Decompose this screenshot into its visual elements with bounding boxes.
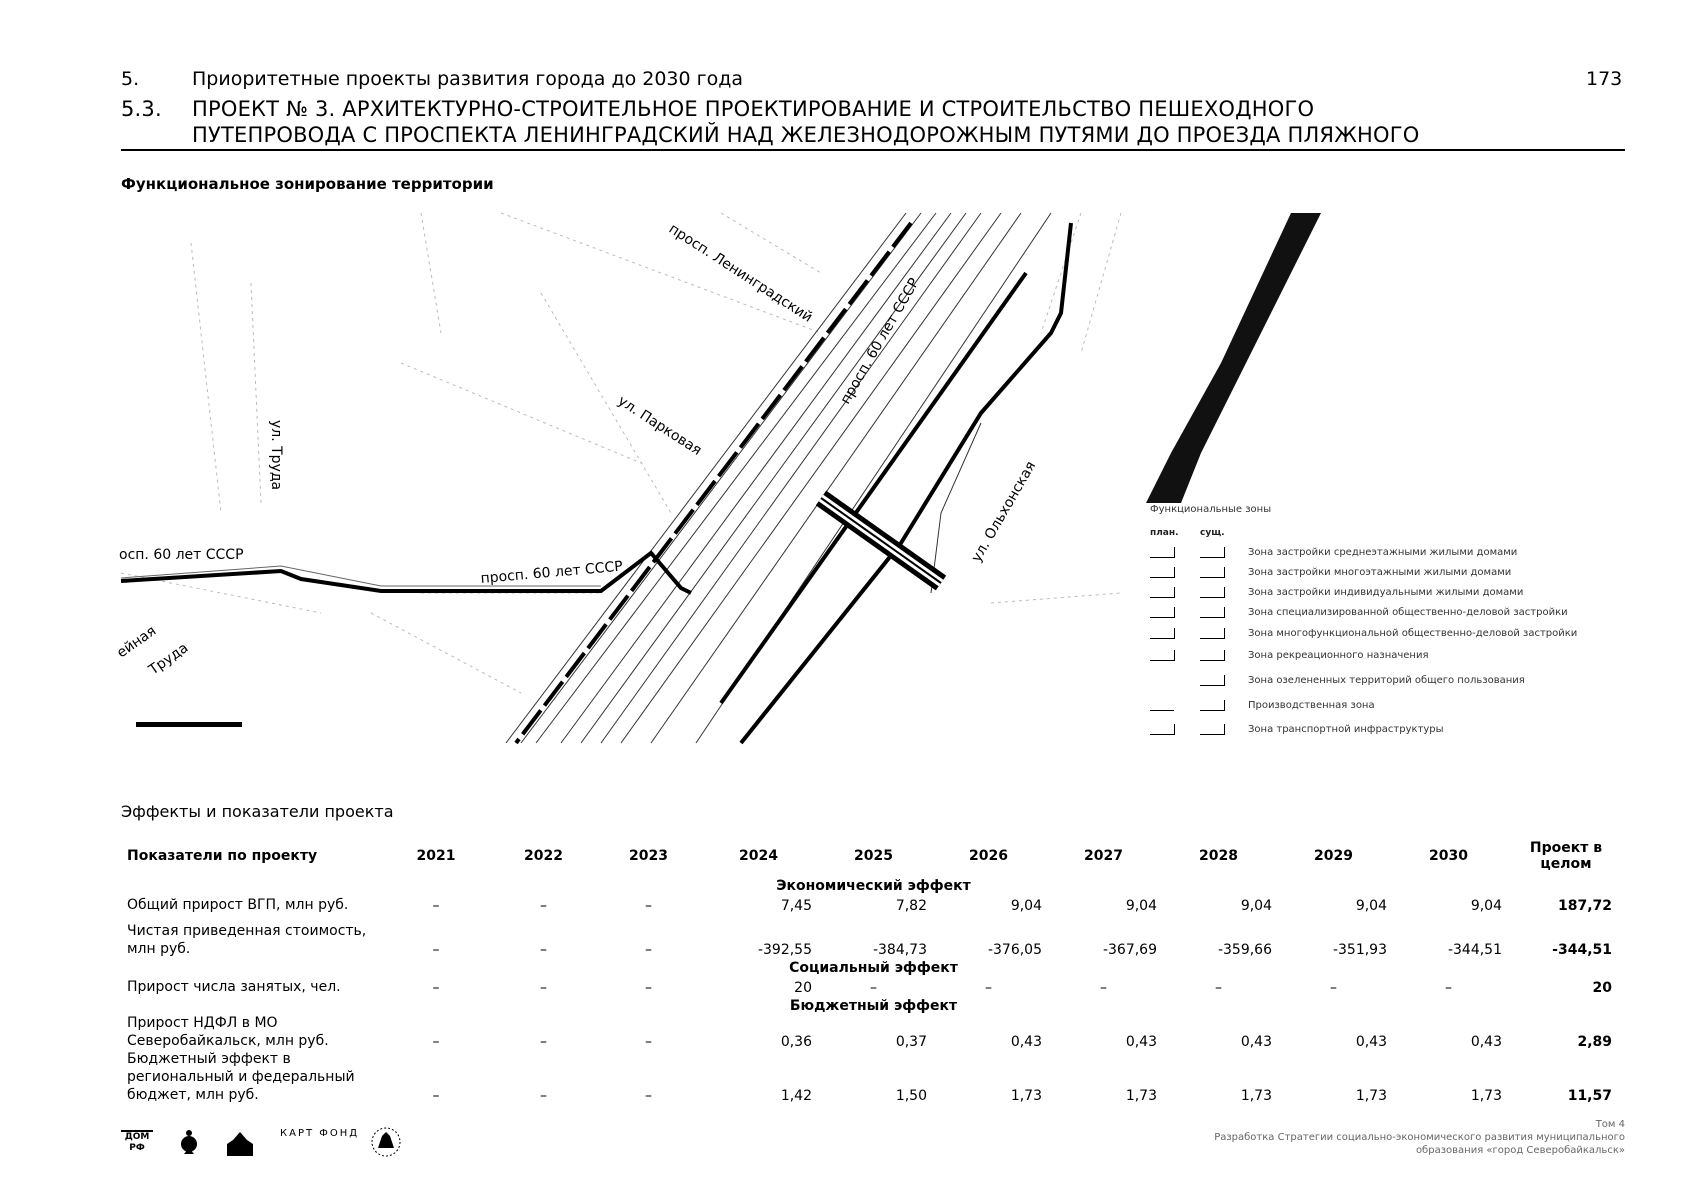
table-row	[121, 914, 1626, 958]
effects-title: Эффекты и показатели проекта	[121, 802, 394, 821]
col-header-year: 2024	[739, 848, 778, 864]
cell: –	[540, 980, 547, 996]
legend-swatch-exist	[1200, 607, 1225, 618]
section-name: Бюджетный эффект	[789, 998, 958, 1014]
cell: 1,73	[1240, 1088, 1272, 1104]
cell: 1,50	[895, 1088, 927, 1104]
col-header-year: 2027	[1084, 848, 1123, 864]
header-rule	[121, 149, 1625, 151]
subsection-title-line1: ПРОЕКТ № 3. АРХИТЕКТУРНО-СТРОИТЕЛЬНОЕ ПРОЕКТИРОВАНИЕ И СТРОИТЕЛЬСТВО ПЕШЕХОДНОГО	[192, 97, 1315, 121]
cell: –	[540, 942, 547, 958]
section-row	[121, 876, 1626, 894]
cell: 0,37	[895, 1034, 927, 1050]
cell: -384,73	[872, 942, 927, 958]
legend-swatch-exist	[1200, 628, 1225, 639]
footer-line: Том 4	[1595, 1119, 1625, 1130]
cell: –	[870, 980, 877, 996]
footer-text	[1025, 1118, 1625, 1157]
section-number: 5.	[121, 68, 140, 90]
table-row	[121, 1014, 1626, 1050]
cell: 0,43	[1240, 1034, 1272, 1050]
col-header-year: 2023	[629, 848, 668, 864]
cell: –	[432, 1034, 440, 1050]
col-header-year: 2021	[416, 848, 456, 864]
cell: -376,05	[987, 942, 1042, 958]
cell: 7,45	[780, 898, 812, 914]
cell: -351,93	[1332, 942, 1387, 958]
legend-item	[1150, 607, 1700, 623]
col-header-year: 2026	[969, 848, 1008, 864]
cell: –	[645, 1088, 652, 1104]
cell: 20	[794, 980, 812, 996]
table-row	[121, 976, 1626, 996]
legend-item	[1150, 650, 1700, 666]
subsection-title-line2: ПУТЕПРОВОДА С ПРОСПЕКТА ЛЕНИНГРАДСКИЙ НАД ЖЕЛЕЗНОДОРОЖНЫМ ПУТЯМИ ДО ПРОЕЗДА ПЛЯЖНОГО	[192, 123, 1420, 147]
legend-swatch-plan	[1150, 700, 1174, 711]
cell: –	[645, 942, 652, 958]
cell: 0,43	[1355, 1034, 1387, 1050]
label-leningradsky: просп. Ленинградский	[665, 220, 816, 326]
cell: 0,43	[1125, 1034, 1157, 1050]
section-title: Приоритетные проекты развития города до 2030 года	[192, 68, 744, 90]
col-header-year: 2022	[524, 848, 563, 864]
legend-swatch-exist	[1200, 547, 1225, 558]
legend-swatch-plan	[1150, 607, 1175, 618]
legend-swatch-plan	[1150, 675, 1174, 685]
cell: –	[1215, 980, 1222, 996]
legend-label: Зона застройки среднеэтажными жилыми домами	[1248, 547, 1518, 558]
cell: 9,04	[1125, 898, 1157, 914]
row-label: Чистая приведенная стоимость, млн руб.	[127, 923, 367, 957]
effects-table	[121, 836, 1626, 1104]
legend-swatch-plan	[1150, 547, 1175, 558]
legend-label: Зона застройки индивидуальными жилыми домами	[1248, 587, 1524, 598]
cell: –	[540, 898, 547, 914]
legend-col-exist: сущ.	[1200, 528, 1225, 538]
cell-total: 20	[1592, 980, 1612, 996]
cell: –	[645, 898, 652, 914]
secondary-road	[931, 423, 981, 593]
row-label: Прирост НДФЛ в МО Северобайкальск, млн руб.	[127, 1015, 329, 1049]
cell: –	[1330, 980, 1337, 996]
table-row	[121, 1050, 1626, 1104]
label-olkhonskaya: ул. Ольхонская	[968, 458, 1040, 565]
cell-total: 11,57	[1567, 1088, 1612, 1104]
cell: 1,73	[1470, 1088, 1502, 1104]
legend-item	[1150, 567, 1700, 583]
section-name: Социальный эффект	[789, 960, 958, 976]
col-header-total: Проект в целом	[1529, 840, 1603, 872]
cell: –	[432, 980, 440, 996]
footer-line: образования «город Северобайкальск»	[1415, 1145, 1625, 1156]
legend-item	[1150, 724, 1700, 740]
section-name: Экономический эффект	[776, 878, 971, 894]
legend-swatch-exist	[1200, 567, 1225, 578]
cell: –	[432, 942, 440, 958]
section-row	[121, 996, 1626, 1014]
cell: –	[540, 1088, 547, 1104]
cell: –	[432, 898, 440, 914]
kart-fond-logo: КАРТ ФОНД	[280, 1128, 360, 1139]
cell-total: 2,89	[1577, 1034, 1612, 1050]
legend-label: Зона озелененных территорий общего пользования	[1248, 675, 1525, 686]
label-60-let-left: осп. 60 лет СССР	[119, 547, 244, 563]
cell: –	[1100, 980, 1107, 996]
legend-label: Производственная зона	[1248, 700, 1375, 711]
cell: 0,43	[1470, 1034, 1502, 1050]
cell: –	[645, 1034, 652, 1050]
cell: -367,69	[1102, 942, 1157, 958]
cell: 9,04	[1470, 898, 1502, 914]
legend-swatch-exist	[1200, 724, 1225, 735]
legend-item	[1150, 675, 1700, 691]
legend-swatch-plan	[1150, 567, 1175, 578]
cell: –	[540, 1034, 547, 1050]
section-row	[121, 958, 1626, 976]
cell: 0,36	[780, 1034, 812, 1050]
legend-label: Зона транспортной инфраструктуры	[1248, 724, 1444, 735]
legend-col-plan: план.	[1150, 528, 1179, 538]
legend-item	[1150, 587, 1700, 603]
dom-rf-logo: ДОМ РФ	[121, 1130, 153, 1158]
col-header-year: 2025	[854, 848, 893, 864]
row-label: Общий прирост ВГП, млн руб.	[127, 897, 349, 913]
cell: –	[985, 980, 992, 996]
river-shape	[1146, 213, 1321, 503]
legend-swatch-exist	[1200, 650, 1225, 661]
label-edge-left: ейная	[114, 623, 160, 662]
label-truda-bottom: Труда	[146, 639, 192, 679]
legend-swatch-plan	[1150, 650, 1175, 661]
cell: 1,73	[1125, 1088, 1157, 1104]
legend-swatch-exist	[1200, 587, 1225, 598]
map-title: Функциональное зонирование территории	[121, 175, 494, 193]
cell: 9,04	[1010, 898, 1042, 914]
col-header-year: 2030	[1429, 848, 1468, 864]
city-emblem-icon	[225, 1130, 255, 1158]
legend-swatch-exist	[1200, 675, 1225, 686]
legend-label: Зона рекреационного назначения	[1248, 650, 1429, 661]
cell: 0,43	[1010, 1034, 1042, 1050]
cell: 7,82	[895, 898, 927, 914]
legend-item	[1150, 547, 1700, 563]
label-60-let-mid: просп. 60 лет СССР	[479, 558, 624, 587]
legend-swatch-exist	[1200, 700, 1225, 711]
footer-line: Разработка Стратегии социально-экономического развития муниципального	[1214, 1132, 1625, 1143]
cell: -344,51	[1447, 942, 1502, 958]
scale-bar	[136, 722, 242, 727]
page-number: 173	[1586, 68, 1623, 90]
cell: -359,66	[1217, 942, 1272, 958]
col-header-year: 2029	[1314, 848, 1353, 864]
legend-swatch-plan	[1150, 724, 1175, 735]
legend-title: Функциональные зоны	[1150, 504, 1272, 515]
table-row	[121, 894, 1626, 914]
table-header-row	[121, 836, 1626, 876]
label-60-let-top: просп. 60 лет СССР	[837, 275, 923, 407]
cell-total: 187,72	[1557, 898, 1612, 914]
cell: –	[432, 1088, 440, 1104]
row-label: Бюджетный эффект в региональный и федеральный бюджет, млн руб.	[127, 1051, 355, 1103]
col-header-year: 2028	[1199, 848, 1238, 864]
legend-item	[1150, 628, 1700, 644]
cell-total: -344,51	[1552, 942, 1612, 958]
buryatia-emblem-icon	[178, 1128, 200, 1158]
legend-item	[1150, 700, 1700, 716]
cell: 1,73	[1010, 1088, 1042, 1104]
col-header-indicators: Показатели по проекту	[127, 848, 318, 864]
cell: 1,73	[1355, 1088, 1387, 1104]
label-truda: ул. Труда	[268, 420, 284, 491]
legend-swatch-plan	[1150, 628, 1175, 639]
legend-label: Зона многофункциональной общественно-деловой застройки	[1248, 628, 1578, 639]
cell: 1,42	[780, 1088, 812, 1104]
cell: 9,04	[1355, 898, 1387, 914]
subsection-number: 5.3.	[121, 97, 162, 121]
row-label: Прирост числа занятых, чел.	[127, 979, 341, 995]
legend-swatch-plan	[1150, 587, 1175, 598]
label-parkovaya: ул. Парковая	[614, 392, 705, 459]
council-emblem-icon	[370, 1126, 402, 1158]
cell: –	[1445, 980, 1452, 996]
legend-label: Зона застройки многоэтажными жилыми домами	[1248, 567, 1512, 578]
legend-label: Зона специализированной общественно-деловой застройки	[1248, 607, 1568, 618]
cell: 9,04	[1240, 898, 1272, 914]
cell: -392,55	[757, 942, 812, 958]
cell: –	[645, 980, 652, 996]
